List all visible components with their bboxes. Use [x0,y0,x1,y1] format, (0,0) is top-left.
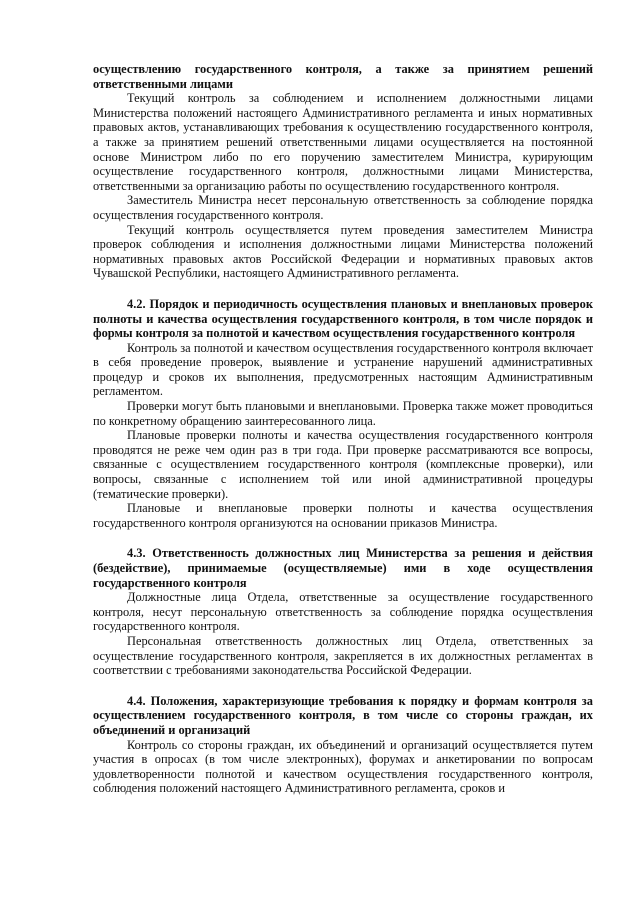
section-paragraph: Контроль со стороны граждан, их объединений и организаций осуществляется путем участия в опросах (в том числе электронных), форумах и анкетировании по вопросам удовлетворенности полнотой и качеством осуществления государственного контроля, соблюдения положений настоящего Административного регламента, сроков и [93,737,593,796]
section-heading: 4.3. Ответственность должностных лиц Министерства за решения и действия (бездействие), принимаемые (осуществляемые) ими в ходе осуществления государственного контроля [93,546,593,590]
section-paragraph: Контроль за полнотой и качеством осуществления государственного контроля включает в себя проведение проверок, выявление и устранение нарушений административных процедур и сроков их выполнения, предусмотренных настоящим Административным регламентом. [93,340,593,399]
section-paragraph: Плановые проверки полноты и качества осуществления государственного контроля проводятся не реже чем один раз в три года. При проверке рассматриваются все вопросы, связанные с осуществлением государственного контроля (комплексные проверки), или вопросы, связанные с исполнением той или иной административной процедуры (тематические проверки). [93,428,593,501]
intro-paragraph: Текущий контроль осуществляется путем проведения заместителем Министра проверок соблюдения и исполнения должностными лицами Министерства положений нормативных правовых актов Российской Федерации и нормативных правовых актов Чувашской Республики, настоящего Административного регламента. [93,222,593,281]
section-paragraph: Должностные лица Отдела, ответственные за осуществление государственного контроля, несут персональную ответственность за соблюдение порядка осуществления государственного контроля. [93,590,593,634]
section-spacer [93,281,593,297]
section-paragraph: Проверки могут быть плановыми и внеплановыми. Проверка также может проводиться по конкретному обращению заинтересованного лица. [93,399,593,428]
intro-paragraph: Текущий контроль за соблюдением и исполнением должностными лицами Министерства положений настоящего Административного регламента и иных нормативных правовых актов, устанавливающих требования к осуществлению государственного контроля, а также за принятием решений ответственными лицами осуществляется на постоянной основе Министром либо по его поручению заместителем Министра, курирующим осуществление государственного контроля, должностными лицами Министерства, ответственными за организацию работы по осуществлению государственного контроля. [93,91,593,193]
section-paragraph: Персональная ответственность должностных лиц Отдела, ответственных за осуществление государственного контроля, закрепляется в их должностных регламентах в соответствии с требованиями законодательства Российской Федерации. [93,633,593,678]
section-paragraph: Плановые и внеплановые проверки полноты и качества осуществления государственного контроля организуются на основании приказов Министра. [93,501,593,530]
section-spacer [93,678,593,694]
section-spacer [93,530,593,546]
section-heading: 4.4. Положения, характеризующие требования к порядку и формам контроля за осуществлением государственного контроля, в том числе со стороны граждан, их объединений и организаций [93,693,593,737]
section-heading: 4.2. Порядок и периодичность осуществления плановых и внеплановых проверок полноты и качества осуществления государственного контроля, в том числе порядок и формы контроля за полнотой и качеством осуществления государственного контроля [93,296,593,341]
document-page [93,62,593,796]
intro-paragraph: Заместитель Министра несет персональную ответственность за соблюдение порядка осуществления государственного контроля. [93,193,593,222]
intro-heading: осуществлению государственного контроля, а также за принятием решений ответственными лицами [93,62,593,91]
